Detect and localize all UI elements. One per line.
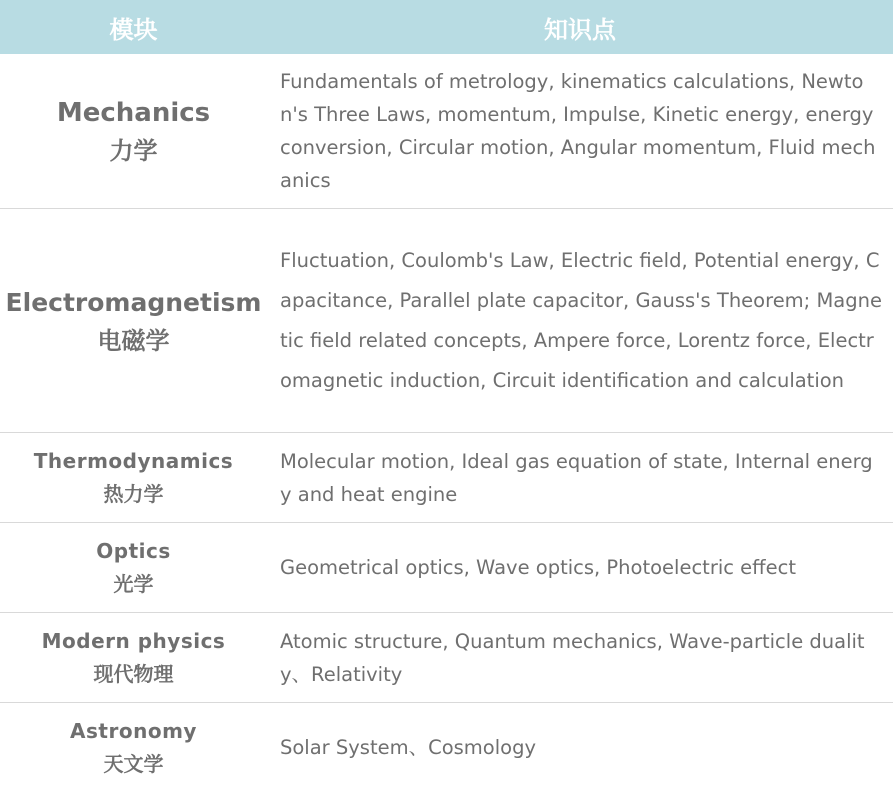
module-cell	[0, 54, 267, 209]
knowledge-points: Molecular motion, Ideal gas equation of state, Internal energy and heat engine	[267, 433, 893, 523]
header-module: 模块	[0, 0, 267, 54]
module-name-en: Optics	[96, 538, 171, 563]
module-name-en: Modern physics	[41, 628, 226, 653]
table-row	[0, 209, 893, 433]
knowledge-points: Fluctuation, Coulomb's Law, Electric field, Potential energy, Capacitance, Parallel plate capacitor, Gauss's Theorem; Magnetic field related concepts, Ampere force, Lorentz force, Electromagnetic induction, Circuit identification and calculation	[267, 209, 893, 433]
module-cell	[0, 703, 267, 793]
header-knowledge-points: 知识点	[267, 0, 893, 54]
module-cell	[0, 523, 267, 613]
module-name-zh: 天文学	[103, 751, 164, 776]
knowledge-points: Atomic structure, Quantum mechanics, Wave-particle duality、Relativity	[267, 613, 893, 703]
module-name-zh: 热力学	[103, 481, 164, 506]
module-name-zh: 现代物理	[93, 661, 174, 686]
table-row	[0, 54, 893, 209]
module-name-en: Electromagnetism	[5, 287, 262, 317]
module-name-en: Thermodynamics	[33, 448, 234, 473]
table-row	[0, 433, 893, 523]
table-row	[0, 703, 893, 793]
module-name-zh: 光学	[113, 571, 154, 596]
module-cell	[0, 433, 267, 523]
knowledge-points: Geometrical optics, Wave optics, Photoelectric effect	[267, 523, 893, 613]
module-name-en: Mechanics	[56, 98, 211, 128]
table-header-row	[0, 0, 893, 54]
table-row	[0, 523, 893, 613]
table-row	[0, 613, 893, 703]
module-name-zh: 电磁学	[97, 326, 170, 355]
knowledge-points: Fundamentals of metrology, kinematics calculations, Newton's Three Laws, momentum, Impulse, Kinetic energy, energy conversion, Circular motion, Angular momentum, Fluid mechanics	[267, 54, 893, 209]
knowledge-points: Solar System、Cosmology	[280, 736, 537, 759]
module-name-en: Astronomy	[70, 718, 197, 743]
module-cell	[0, 209, 267, 433]
module-cell	[0, 613, 267, 703]
module-name-zh: 力学	[109, 137, 158, 165]
